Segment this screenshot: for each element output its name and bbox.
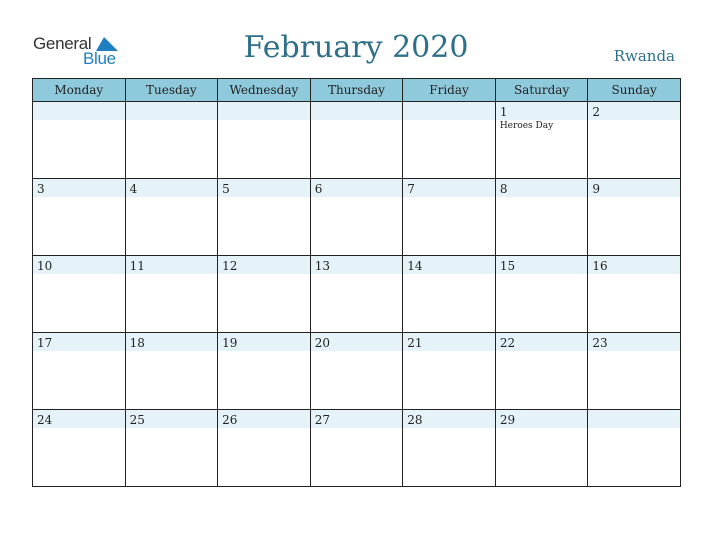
country-label: Rwanda (613, 47, 675, 65)
day-number: 9 (592, 182, 601, 196)
day-cell (125, 410, 218, 487)
day-cell (495, 256, 588, 333)
day-cell (33, 102, 126, 179)
day-number: 7 (407, 182, 415, 196)
week-row (33, 179, 681, 256)
day-number: 27 (314, 413, 330, 427)
day-number: 28 (407, 413, 423, 427)
day-cell (125, 179, 218, 256)
day-number: 24 (37, 413, 53, 427)
day-cell (125, 333, 218, 410)
day-number: 18 (129, 336, 145, 350)
week-row (33, 410, 681, 487)
day-cell (403, 410, 496, 487)
day-number: 22 (499, 336, 516, 350)
day-cell (403, 256, 496, 333)
weekday-header: Wednesday (218, 79, 311, 102)
weekday-header: Monday (33, 79, 126, 102)
day-number: 8 (499, 182, 508, 196)
day-cell (218, 256, 311, 333)
day-number: 16 (592, 259, 608, 273)
weekday-header: Tuesday (125, 79, 218, 102)
weekday-header: Friday (403, 79, 496, 102)
day-cell (33, 333, 126, 410)
day-cell (495, 333, 588, 410)
day-number: 19 (222, 336, 238, 350)
day-number: 29 (499, 413, 516, 427)
day-number: 14 (407, 259, 423, 273)
calendar-grid (32, 78, 681, 487)
day-number: 13 (314, 259, 330, 273)
day-number (588, 410, 680, 428)
weekday-header-row (33, 79, 681, 102)
day-number: 23 (592, 336, 608, 350)
day-cell (125, 102, 218, 179)
day-cell (588, 256, 681, 333)
day-number: 17 (37, 336, 53, 350)
logo-text-general: General (33, 34, 92, 53)
day-number (33, 102, 125, 120)
day-cell (310, 256, 403, 333)
day-cell (403, 179, 496, 256)
day-number: 6 (314, 182, 323, 196)
day-cell (310, 333, 403, 410)
day-cell (125, 256, 218, 333)
day-number (403, 102, 495, 120)
day-cell (495, 179, 588, 256)
day-cell (588, 410, 681, 487)
holiday-label: Heroes Day (499, 121, 554, 131)
day-number (218, 102, 310, 120)
day-cell (588, 179, 681, 256)
day-cell (33, 256, 126, 333)
day-number: 26 (222, 413, 238, 427)
weekday-header: Saturday (495, 79, 588, 102)
day-number: 5 (222, 182, 230, 196)
calendar-title: February 2020 (243, 30, 469, 65)
day-cell (218, 102, 311, 179)
day-number (126, 102, 218, 120)
day-cell (495, 102, 588, 179)
day-cell (310, 410, 403, 487)
day-cell (218, 333, 311, 410)
week-row (33, 333, 681, 410)
day-number: 4 (129, 182, 138, 196)
day-number: 15 (499, 259, 516, 273)
day-number: 10 (37, 259, 53, 273)
day-cell (495, 410, 588, 487)
day-number (311, 102, 403, 120)
day-number: 1 (499, 105, 508, 119)
day-number: 21 (407, 336, 423, 350)
day-number: 2 (592, 105, 601, 119)
week-row (33, 102, 681, 179)
day-cell (588, 102, 681, 179)
day-cell (403, 102, 496, 179)
day-number: 11 (129, 259, 145, 273)
day-cell (218, 410, 311, 487)
day-cell (310, 102, 403, 179)
day-number: 3 (37, 182, 45, 196)
day-cell (33, 179, 126, 256)
weekday-header: Thursday (310, 79, 403, 102)
week-row (33, 256, 681, 333)
day-number: 20 (314, 336, 330, 350)
day-cell (403, 333, 496, 410)
day-number: 25 (129, 413, 145, 427)
day-cell (218, 179, 311, 256)
day-number: 12 (222, 259, 238, 273)
day-cell (310, 179, 403, 256)
day-cell (33, 410, 126, 487)
weekday-header: Sunday (588, 79, 681, 102)
day-cell (588, 333, 681, 410)
logo-text-blue: Blue (83, 49, 116, 68)
